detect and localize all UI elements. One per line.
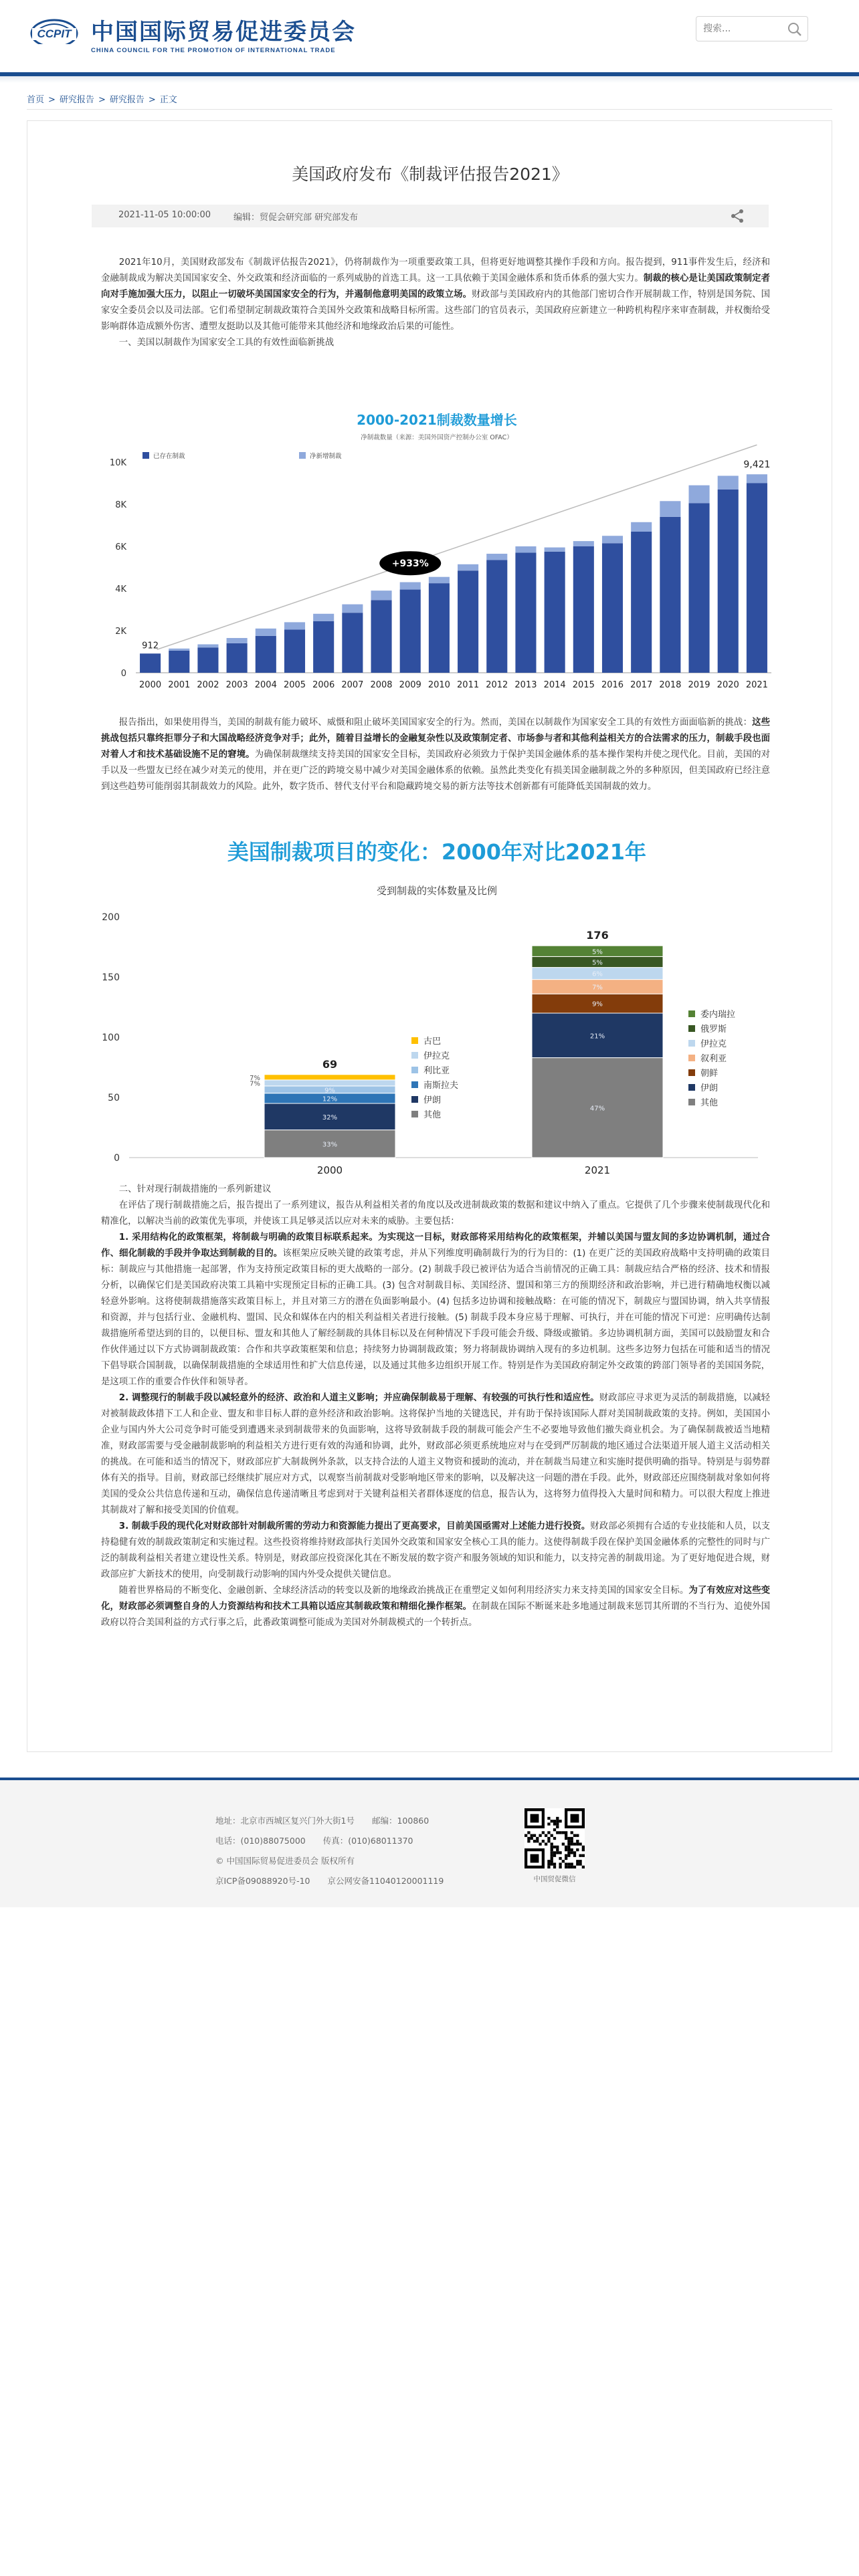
chart2-title: 美国制裁项目的变化：2000年对比2021年 <box>227 839 647 865</box>
chart1-bar-existing <box>400 590 421 673</box>
chart2-segment <box>264 1075 395 1080</box>
chart1-ytick: 0 <box>120 669 126 679</box>
chart1-xtick: 2019 <box>688 680 710 690</box>
chart1-bar-existing <box>660 517 680 673</box>
chart1-xtick: 2018 <box>659 680 682 690</box>
chart1-bar-new <box>747 474 767 483</box>
chart2-legend-label: 委内瑞拉 <box>700 1010 736 1020</box>
chart2-ytick: 150 <box>102 972 120 983</box>
chart2-segment-pct: 5% <box>592 959 603 967</box>
chart1-bar-existing <box>429 583 450 673</box>
chart1-legend-swatch-new <box>299 452 306 459</box>
chart2-segment-pct: 12% <box>322 1095 338 1103</box>
search-box <box>696 16 808 41</box>
chart2-legend-label: 其他 <box>423 1110 442 1120</box>
chart2-legend-swatch <box>411 1067 418 1073</box>
chart1-xtick: 2003 <box>225 680 248 690</box>
share-icon[interactable] <box>730 209 745 223</box>
chart1-bar-existing <box>140 653 161 673</box>
footer-zip: 邮编：100860 <box>371 1816 430 1826</box>
chart2-legend-label: 其他 <box>700 1098 719 1108</box>
chart2-segment-pct: 7% <box>250 1074 260 1082</box>
chart1-ytick: 10K <box>109 458 126 468</box>
chart1-bar-new <box>545 548 565 552</box>
chart2-segment-pct: 33% <box>322 1141 338 1149</box>
qr-code-icon <box>524 1808 585 1868</box>
chart1-xtick: 2016 <box>601 680 624 690</box>
chart1-bar-new <box>660 501 680 517</box>
qr-label: 中国贸促微信 <box>533 1875 576 1883</box>
chart2-legend-label: 伊拉克 <box>700 1039 727 1049</box>
chart2-segment-pct: 7% <box>250 1080 260 1088</box>
footer-address: 地址：北京市西城区复兴门外大街1号 <box>215 1816 355 1826</box>
chart1-ytick: 6K <box>115 542 126 552</box>
chart1-bar-new <box>342 605 363 613</box>
footer-fax: 传真：(010)68011370 <box>322 1836 413 1846</box>
chart1-bar-existing <box>573 546 594 673</box>
chart1-xtick: 2020 <box>717 680 739 690</box>
article-card <box>27 120 832 1752</box>
chart1-xtick: 2013 <box>514 680 537 690</box>
chart2-legend-label: 南斯拉夫 <box>423 1081 459 1091</box>
chart1-ytick: 2K <box>115 627 126 637</box>
chart1-first-label: 912 <box>142 641 159 651</box>
chart1-bar-new <box>169 649 189 651</box>
chart2-legend-label: 朝鲜 <box>700 1069 719 1079</box>
breadcrumb: 首页 > 研究报告 > 研究报告 > 正文 <box>27 95 177 105</box>
chart1-bar-existing <box>545 552 565 673</box>
chart2-total: 176 <box>586 929 609 942</box>
chart1-xtick: 2014 <box>543 680 566 690</box>
chart1-bar-existing <box>458 570 478 673</box>
chart1-bar-new <box>458 564 478 570</box>
breadcrumb-home[interactable]: 首页 <box>27 95 45 105</box>
chart2-legend-swatch <box>411 1096 418 1103</box>
chart2-legend-swatch <box>688 1099 695 1105</box>
site-logo[interactable] <box>27 15 356 58</box>
chart1-bar-existing <box>718 490 739 673</box>
chart2-total: 69 <box>322 1057 338 1071</box>
chart1-subtitle: 净制裁数量（来源：美国外国资产控制办公室 OFAC） <box>361 434 513 441</box>
chart2-ytick: 50 <box>108 1093 120 1103</box>
chart1-bar-new <box>689 486 710 504</box>
chart1-bar-new <box>227 638 248 643</box>
footer-copyright: © 中国国际贸易促进委员会 版权所有 <box>215 1856 355 1866</box>
org-name-cn: 中国国际贸易促进委员会 <box>91 18 356 45</box>
chart1-bar-new <box>573 541 594 546</box>
chart1-legend-swatch-existing <box>142 452 149 459</box>
chart1-xtick: 2007 <box>341 680 364 690</box>
chart1-bar-new <box>515 546 536 552</box>
chart1-bar-new <box>486 554 507 560</box>
chart1-legend-new: 净新增制裁 <box>310 453 342 460</box>
chart1-ytick: 8K <box>115 500 126 510</box>
chart2-legend-label: 伊朗 <box>423 1095 442 1105</box>
chart2-legend-swatch <box>411 1052 418 1059</box>
chart2-legend-swatch <box>688 1010 695 1017</box>
chart2-segment-pct: 9% <box>324 1087 335 1095</box>
chart1-bar-existing <box>197 647 218 673</box>
chart1-bar-new <box>631 522 652 532</box>
chart2-segment-pct: 5% <box>592 948 603 956</box>
chart1-bar-existing <box>486 560 507 673</box>
chart1-bar-new <box>718 475 739 489</box>
chart2-legend-label: 利比亚 <box>423 1066 450 1076</box>
chart2-legend-swatch <box>688 1025 695 1032</box>
footer-phone: 电话：(010)88075000 <box>215 1836 306 1846</box>
chart1-callout: +933% <box>391 558 429 570</box>
chart-sanctions-growth <box>89 402 785 736</box>
chart2-legend-label: 伊朗 <box>700 1083 719 1093</box>
chart1-xtick: 2009 <box>399 680 421 690</box>
chart2-segment-pct: 32% <box>322 1113 338 1121</box>
chart1-xtick: 2021 <box>745 680 768 690</box>
chart2-legend-swatch <box>411 1111 418 1117</box>
footer-icp[interactable]: 京ICP备09088920号-10 <box>215 1876 310 1886</box>
chart1-xtick: 2008 <box>370 680 393 690</box>
logo-abbr: CCPIT <box>32 28 76 40</box>
article-intro: 2021年10月，美国财政部发布《制裁评估报告2021》，仍将制裁作为一项重要政策工具，但将更好地调整其操作手段和方向。报告提到，911事件发生后，经济和金融制裁成为解决美国国家安全、外交政策和经济面临的一系列威胁的首选工具。这一工具依赖于美国金融体系和货币体系的强大实力。制裁的核心是让美国政策制定者向对手施加强大压力，以阻止一切破坏美国国家安全的行为，并遏制他意明美国的政策立场。财政部与美国政府内的其他部门密切合作开展制裁工作，特别是国务院、国家安全委员会以及司法部。它们希望制定制裁政策符合美国外交政策和战略目标所需。这些部门的官员表示，美国政府应新建立一种跨机构程序来审查制裁，并权衡给受影响群体造成额外伤害、遭塑友挺助以及其他可能带来其他经济和地缘政治后果的可能性。 一、美国以制裁作为国家安全工具的有效性面临新挑战 <box>101 255 770 351</box>
chart1-bar-existing <box>342 613 363 673</box>
chart1-xtick: 2001 <box>168 680 191 690</box>
section-heading-2: 二、针对现行制裁措施的一系列新建议 <box>118 1184 272 1194</box>
chart1-bar-existing <box>602 543 623 673</box>
chart2-legend-swatch <box>688 1084 695 1091</box>
chart1-bar-new <box>256 629 276 636</box>
chart1-bar-existing <box>631 532 652 673</box>
chart1-xtick: 2012 <box>486 680 508 690</box>
chart1-bar-new <box>400 582 421 590</box>
chart1-xtick: 2000 <box>139 680 162 690</box>
footer-info <box>215 1811 444 1891</box>
chart2-legend-label: 俄罗斯 <box>700 1025 727 1035</box>
chart2-legend-swatch <box>688 1055 695 1061</box>
chart2-ytick: 100 <box>102 1033 120 1043</box>
org-name-en: CHINA COUNCIL FOR THE PROMOTION OF INTERNATIONAL TRADE <box>91 46 336 54</box>
chart1-xtick: 2004 <box>254 680 277 690</box>
chart2-legend-swatch <box>411 1037 418 1044</box>
chart2-segment <box>264 1080 395 1086</box>
chart-sanctions-compare <box>89 837 785 1191</box>
chart2-segment-pct: 47% <box>589 1105 605 1113</box>
chart2-legend-label: 古巴 <box>423 1037 442 1047</box>
chart2-legend-swatch <box>688 1040 695 1047</box>
chart1-bar-existing <box>284 629 305 673</box>
chart1-bar-existing <box>689 503 710 673</box>
chart2-xtick: 2000 <box>316 1164 343 1176</box>
breadcrumb-current: 正文 <box>159 95 177 105</box>
article-editor: 编辑：贸促会研究部 研究部发布 <box>233 213 359 223</box>
breadcrumb-research-1[interactable]: 研究报告 <box>59 95 94 105</box>
search-icon[interactable] <box>786 21 803 38</box>
chart2-segment-pct: 9% <box>592 1000 603 1008</box>
chart1-xtick: 2015 <box>572 680 595 690</box>
chart2-legend-label: 叙利亚 <box>700 1054 727 1064</box>
footer-police[interactable]: 京公网安备11040120001119 <box>327 1876 444 1886</box>
chart2-svg <box>89 837 785 1191</box>
chart1-xtick: 2002 <box>197 680 219 690</box>
chart1-title: 2000-2021制裁数量增长 <box>357 412 517 428</box>
breadcrumb-research-2[interactable]: 研究报告 <box>109 95 145 105</box>
chart1-bar-new <box>284 622 305 629</box>
chart1-last-label: 9,421 <box>743 459 771 471</box>
chart2-legend-swatch <box>411 1081 418 1088</box>
search-input[interactable] <box>696 17 782 41</box>
chart2-segment-pct: 6% <box>592 970 603 978</box>
chart2-xtick: 2021 <box>584 1164 611 1176</box>
chart2-legend-swatch <box>688 1069 695 1076</box>
chart1-bar-new <box>602 536 623 543</box>
ccpit-logo-icon <box>27 17 82 55</box>
chart1-bar-existing <box>747 484 767 673</box>
chart1-bar-existing <box>515 552 536 673</box>
chart1-xtick: 2006 <box>312 680 335 690</box>
chart1-ytick: 4K <box>115 584 126 595</box>
article-date: 2021-11-05 10:00:00 <box>118 210 211 220</box>
chart1-bar-existing <box>169 651 189 673</box>
chart1-bar-existing <box>256 636 276 673</box>
section-heading-1: 一、美国以制裁作为国家安全工具的有效性面临新挑战 <box>118 338 335 348</box>
chart1-bar-existing <box>227 643 248 673</box>
chart2-legend-label: 伊拉克 <box>423 1051 450 1061</box>
chart1-xtick: 2010 <box>427 680 450 690</box>
chart1-xtick: 2011 <box>457 680 480 690</box>
chart1-bar-new <box>197 644 218 647</box>
article-section-2: 二、针对现行制裁措施的一系列新建议 在评估了现行制裁措施之后，报告提出了一系列建议，报告从利益相关者的角度以及改进制裁政策的数据和建议中纳入了重点。它提供了几个步骤来使制裁现代化和精准化，以解决当前的政策优先事项，并使该工具足够灵活以应对未来的威胁。主要包括： 1. 采用结构化的政策框架，将制裁与明确的政策目标联系起来。为实现这一目标，财政部将采用结构化的政策框架，并辅以美国与盟友间的多边协调机制，通过合作、细化制裁的手段并争取达到制裁的目的。该框架应反映关键的政策考虑，并从下列维度明确制裁行为的行为目的：(1) 在更广泛的美国政府战略中支持明确的政策目标：制裁应与其他措施一起部署，作为支持预定政策目标的更大战略的一部分。(2) 制裁手段已被评估为适合当前情况的正确工具：制裁应结合严格的经济、技术和情报分析，以确保它们是美国政府决策工具箱中实现预定目标的正确工具。(3) 包含对制裁目标、美国经济、盟国和第三方的预期经济和政治影响，并已进行精确地权衡以减轻意外影响。这将使制裁措施落实政策目标上，并且对第三方的潜在负面影响最小。(4) 包括多边协调和接触战略：在可能的情况下，制裁应与盟国协调，纳入共享情报和资源，并与包括行业、金融机构、盟国、民众和媒体在内的相关利益相关者进行接触。(5) 制裁手段本身应易于理解、可执行，并在可能的情况下可逆：应明确传达制裁措施所希望达到的目的，以便目标、盟友和其他人了解经制裁的具体目标以及在何种情况下手段可能会升级、降级或撤销。多边协调机制方面，美国可以鼓励盟友和合作伙伴通过以下方式协调制裁政策：合作和共享政策框架和信息；持续努力协调制裁政策；努力将制裁协调纳入现有的多边机制。这些多边努力包括在可能和适当的情况下倡导联合国制裁，以确保制裁措施的全球适用性和扩大信息传递，以及通过其他多边组织开展工作。特别是作为美国政府制定外交政策的跨部门领导者的美国国务院，是这项工作的重要合作伙伴和领导者。 2. 调整现行的制裁手段以减轻意外的经济、政治和人道主义影响；并应确保制裁易于理解、有较强的可执行性和适应性。财政部应寻求更为灵活的制裁措施，以减轻对被制裁政体措下工人和企业、盟友和非目标人群的意外经济和政治影响。这将保护当地的关键选民，并有助于保持该国际人群对美国制裁政策的支持。例如，美国国小企业与国内外大公司竞争时可能受到遭遇来录到制裁带来的负面影响，这将导致制裁手段的制裁可能会产生不必要地导致他们撤失商业机会。为了确保制裁被适当地精准，财政部需要与受金融制裁影响的利益相关方进行更有效的沟通和协调，此外，财政部必须更系统地应对与在受到严厉制裁的地区通过合法渠道开展人道主义活动相关的挑战。在可能和适当的情况下，财政部应扩大制裁例外条款，以支持合法的人道主义物资和援助的流动，并在制裁当局建立和实施时提供明确的指导。特别是与弱势群体有关的指导。目前，财政部已经继续扩展应对方式，以观察当前制裁对受影响地区带来的影响，以及解决这一问题的潜在手段。此外，财政部还应围绕制裁对象如何将美国的受众公共信息传递和互动，确保信息传递清晰且考虑到对于关键利益相关者群体逐度的信息，报告认为，这将努力值得投入大量时间和精力。可以很大程度上推进其制裁对了解和接受美国的价值观。 3. 制裁手段的现代化对财政部针对制裁所需的劳动力和资源能力提出了更高要求，目前美国亟需对上述能力进行投资。财政部必须拥有合适的专业技能和人员，以支持稳健有效的制裁政策制定和实施过程。这些投资将维持财政部执行美国外交政策和国家安全核心工具的能力。这使得制裁手段在保护美国金融体系的完整性的同时与广泛的制裁利益相关者建立建设性关系。特别是，财政部应投资深化其在不断发展的数字资产和服务领域的知识和能力，以支持完善的制裁用途。为了更好地促进合规，财政部应扩大新技术的使用，向受制裁行动影响的国内外受众提供关键信息。 随着世界格局的不断变化、金融创新、全球经济活动的转变以及新的地缘政治挑战正在重塑定义如何利用经济实力来支持美国的国家安全目标。为了有效应对这些变化，财政部必须调整自身的人力资源结构和技术工具箱以适应其制裁政策和精细化操作框架。在制裁在国际不断诞来赴多地通过制裁来惩罚其所谓的不当行为、追使外国政府以符合美国利益的方式行事之后，此番政策调整可能成为美国对外制裁模式的一个转折点。 <box>101 1182 770 1631</box>
chart2-segment-pct: 21% <box>589 1033 605 1041</box>
chart1-bar-new <box>371 591 392 600</box>
chart1-bar-existing <box>313 621 334 673</box>
chart1-xtick: 2017 <box>630 680 653 690</box>
chart1-bar-existing <box>371 600 392 673</box>
article-meta <box>92 205 769 227</box>
site-header <box>0 0 859 72</box>
chart1-svg <box>89 402 785 736</box>
chart1-legend-existing: 已存在制裁 <box>153 453 185 460</box>
chart2-subtitle: 受到制裁的实体数量及比例 <box>376 885 498 897</box>
chart2-ytick: 200 <box>102 912 120 923</box>
site-footer <box>0 1780 859 1907</box>
article-title: 美国政府发布《制裁评估报告2021》 <box>292 165 569 184</box>
chart1-bar-new <box>313 614 334 621</box>
chart2-ytick: 0 <box>114 1153 120 1164</box>
chart1-bar-new <box>429 577 450 583</box>
chart1-xtick: 2005 <box>283 680 306 690</box>
chart2-segment-pct: 7% <box>592 984 603 992</box>
article-section-1: 报告指出，如果使用得当，美国的制裁有能力破坏、威慑和阻止破坏美国国家安全的行为。然而，美国在以制裁作为国家安全工具的有效性方面面临新的挑战：这些挑战包括只靠终拒罪分子和大国战略经济竞争对手；此外，随着目益增长的金融复杂性以及政策制定者、市场参与者和其他利益相关方的合法需求的压力，制裁手段也面对着人才和技术基础设施不足的窘境。为确保制裁继续支持美国的国家安全目标，美国政府必须致力于保护美国金融体系的基本操作架构并使之现代化。目前，美国的对手以及一些盟友已经在减少对美元的使用，并在更广泛的跨境交易中减少对美国金融体系的依赖。虽然此类变化有损美国金融制裁之外的多种原因，但美国政府已经注意到这些趋势可能削弱其制裁效力的风险。此外，数字货币、替代支付平台和隐藏跨境交易的新方法等技术创新都有可能降低美国制裁的效力。 <box>101 718 771 792</box>
